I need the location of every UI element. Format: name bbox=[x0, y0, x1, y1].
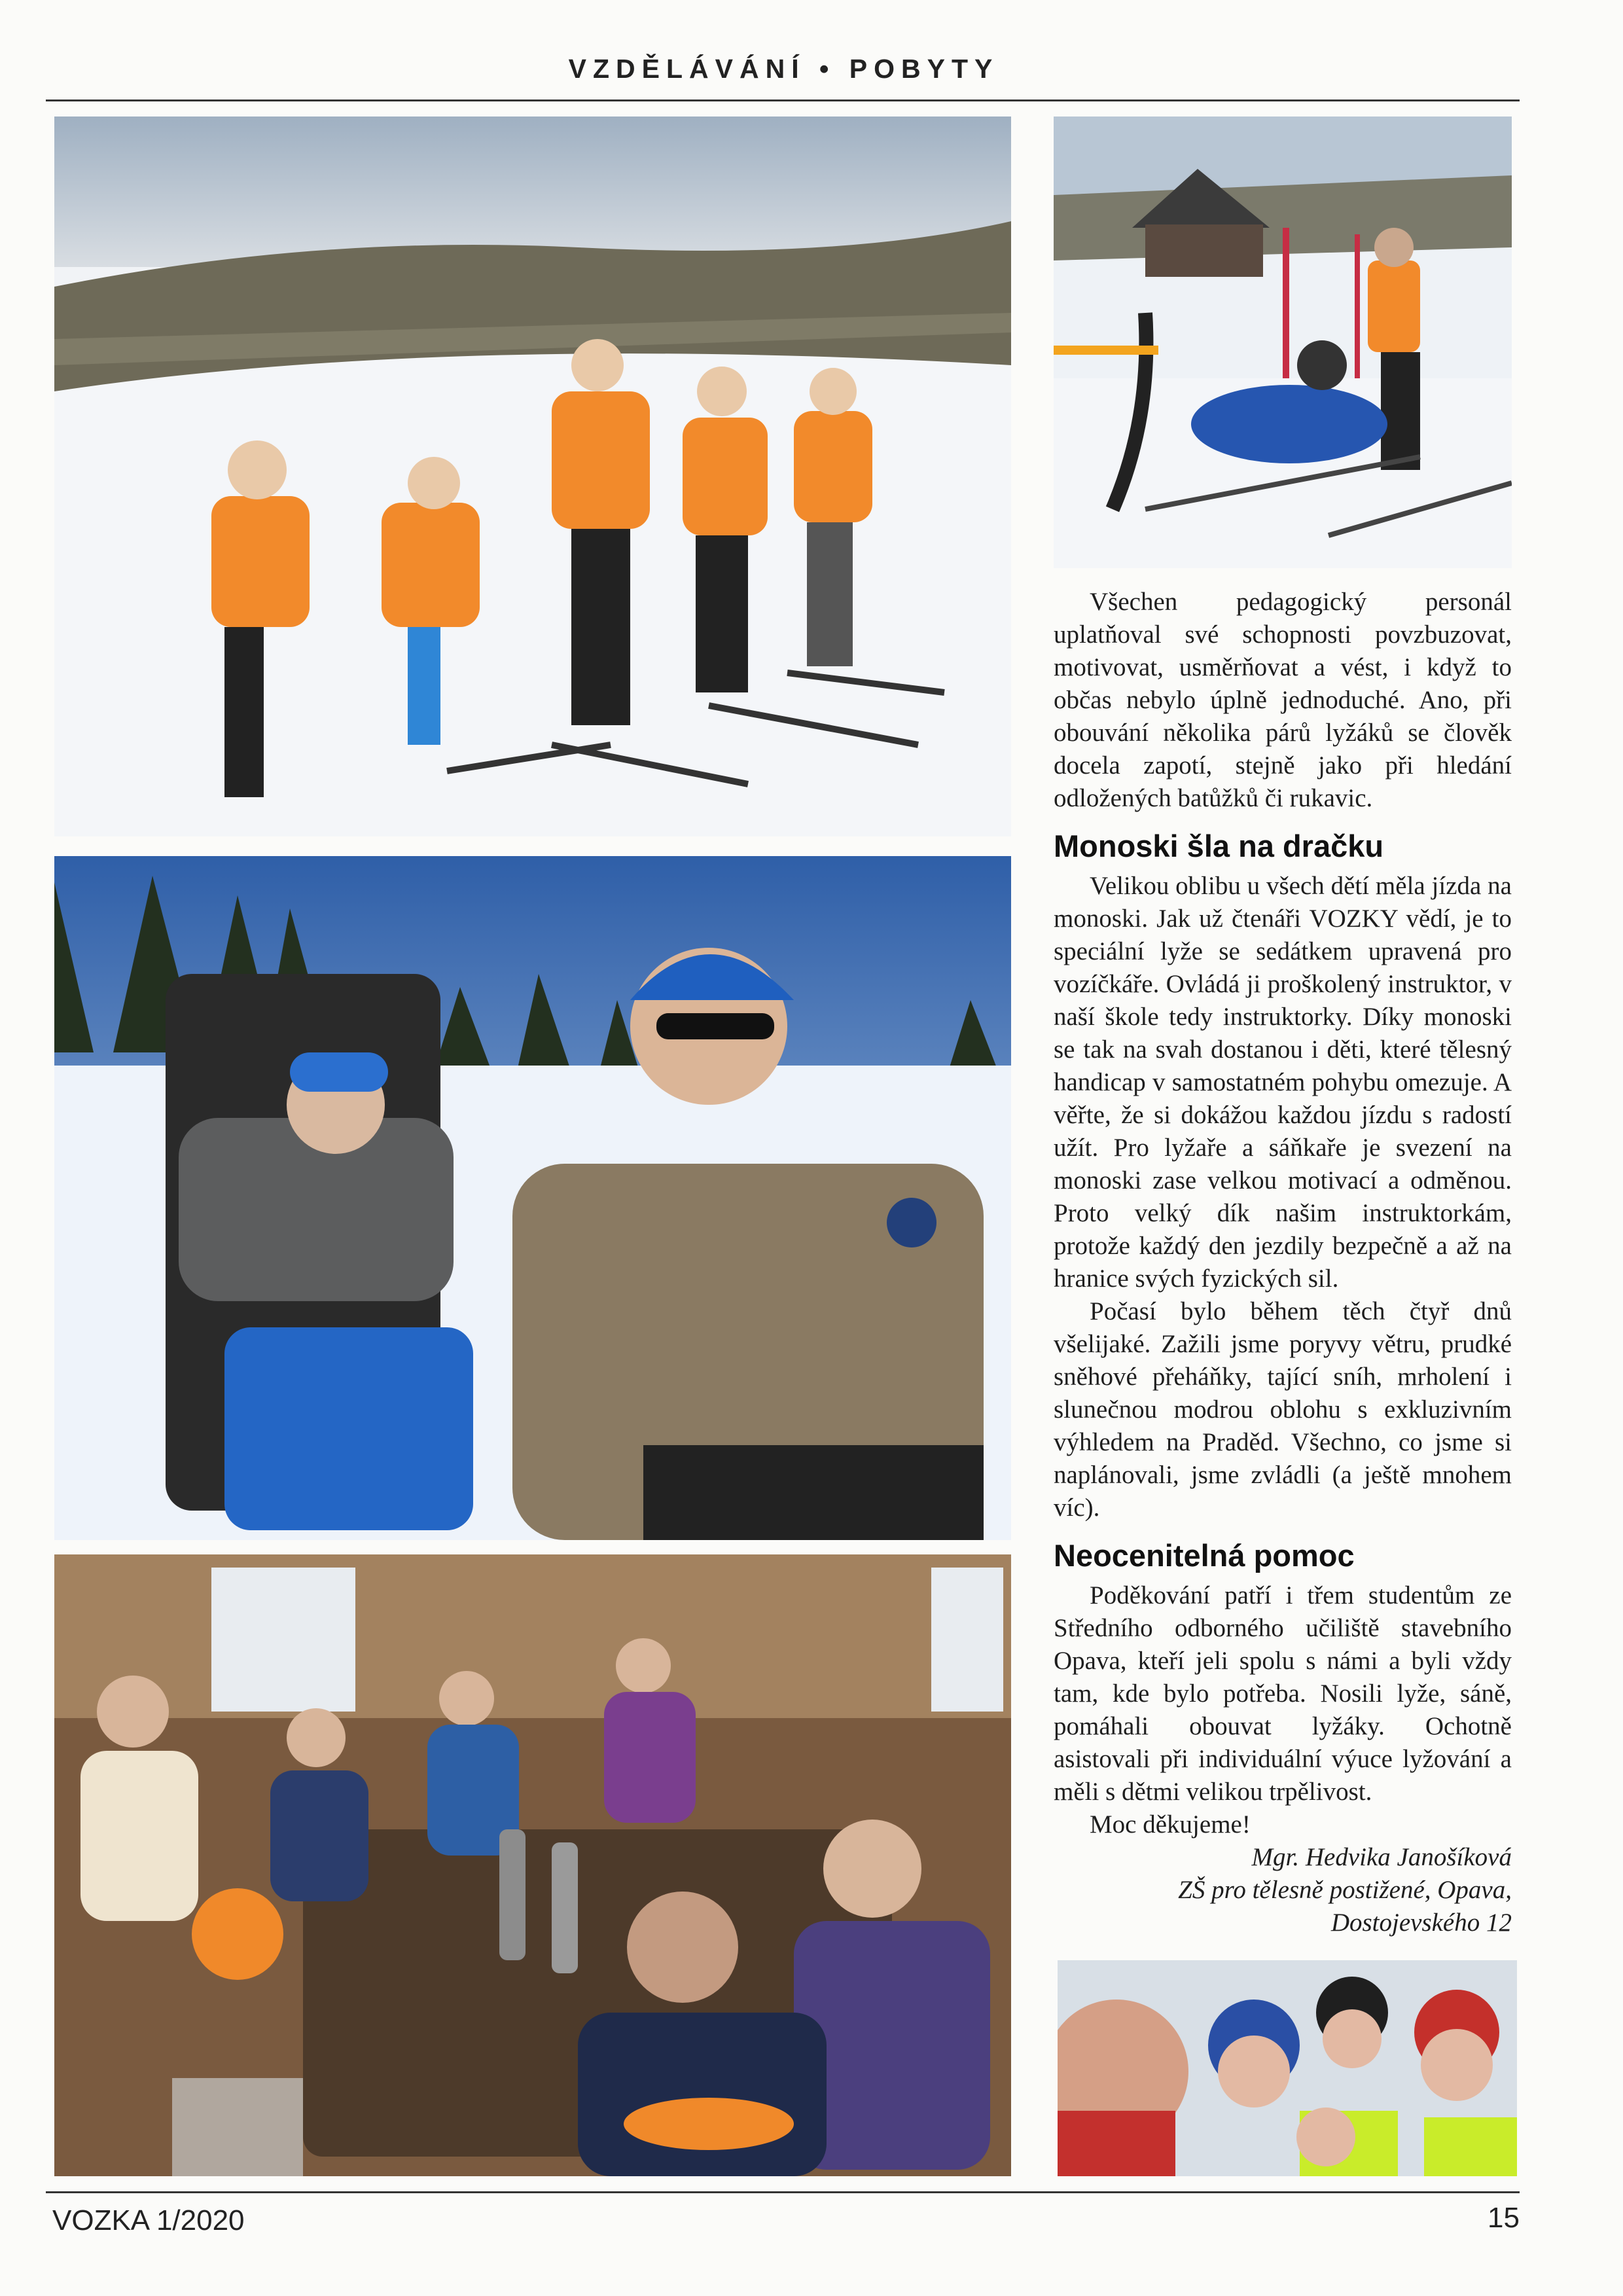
photo-skiers-group bbox=[54, 117, 1011, 836]
photo-wheelchair-portrait bbox=[54, 856, 1011, 1540]
author-school: ZŠ pro tělesně postižené, Opava, bbox=[1178, 1876, 1512, 1904]
author-name: Mgr. Hedvika Janošíková bbox=[1251, 1843, 1512, 1871]
photo-lunch-table bbox=[54, 1554, 1011, 2176]
photo-icon bbox=[54, 117, 1011, 836]
photo-icon bbox=[54, 1554, 1011, 2176]
thanks-line: Moc děkujeme! bbox=[1090, 1810, 1251, 1839]
help-paragraph: Poděkování patří i třem studentům ze Středního odborného učiliště stavebního Opava, kteří jeli spolu s námi a byli vždy tam, kde bylo potřeba. Nosili lyže, sáně, pomáhali obouvat lyžáky. Ochotně asistovali při individuální výuce lyžování a měli s dětmi velikou trpělivost. bbox=[1054, 1581, 1512, 1806]
photo-icon bbox=[1058, 1960, 1517, 2176]
section-title-help: Neocenitelná pomoc bbox=[1054, 1538, 1355, 1573]
photo-monoski-instructor bbox=[1054, 117, 1512, 568]
photo-kids-selfie bbox=[1058, 1960, 1517, 2176]
author-address: Dostojevského 12 bbox=[1330, 1909, 1512, 1937]
footer-divider bbox=[46, 2191, 1520, 2193]
section-title-monoski: Monoski šla na dračku bbox=[1054, 829, 1384, 863]
monoski-paragraph-1: Velikou oblibu u všech dětí měla jízda na monoski. Jak už čtenáři VOZKY vědí, je to speciální lyže se sedátkem upravená pro vozíčkáře. Ovládá ji proškolený instruktor, v naší škole tedy instruktorky. Díky monoski se tak na svah dostanou i děti, které tělesný handicap v samostatném pohybu omezuje. A věřte, že si dokážou každou jízdu s radostí užít. Pro lyžaře a sáňkaře je svezení na monoski zase velkou motivací a odměnou. Proto velký dík našim instruktorkám, protože každý den jezdily bezpečně a až na hranice svých fyzických sil. bbox=[1054, 872, 1512, 1293]
section-header: VZDĚLÁVÁNÍ • POBYTY bbox=[568, 54, 999, 84]
monoski-paragraph-2: Počasí bylo během těch čtyř dnů všelijaké. Zažili jsme poryvy větru, prudké sněhové přeháňky, tající sníh, mrholení i slunečnou modrou oblohu s exkluzivním výhledem na Praděd. Všechno, co jsme si naplánovali, jsme zvládli (a ještě mnohem víc). bbox=[1054, 1297, 1512, 1522]
header-divider bbox=[46, 99, 1520, 101]
photo-icon bbox=[54, 856, 1011, 1540]
article-intro: Všechen pedagogický personál uplatňoval své schopnosti povzbuzovat, motivovat, usměrňovat a vést, i když to občas nebylo úplně jednoduché. Ano, při obouvání několika párů lyžáků se člověk docela zapotí, stejně jako při hledání odložených batůžků či rukavic. bbox=[1054, 588, 1512, 812]
photo-icon bbox=[1054, 117, 1512, 568]
page-number: 15 bbox=[1488, 2202, 1520, 2234]
magazine-issue: VOZKA 1/2020 bbox=[52, 2204, 245, 2236]
article-column bbox=[1054, 586, 1512, 1939]
